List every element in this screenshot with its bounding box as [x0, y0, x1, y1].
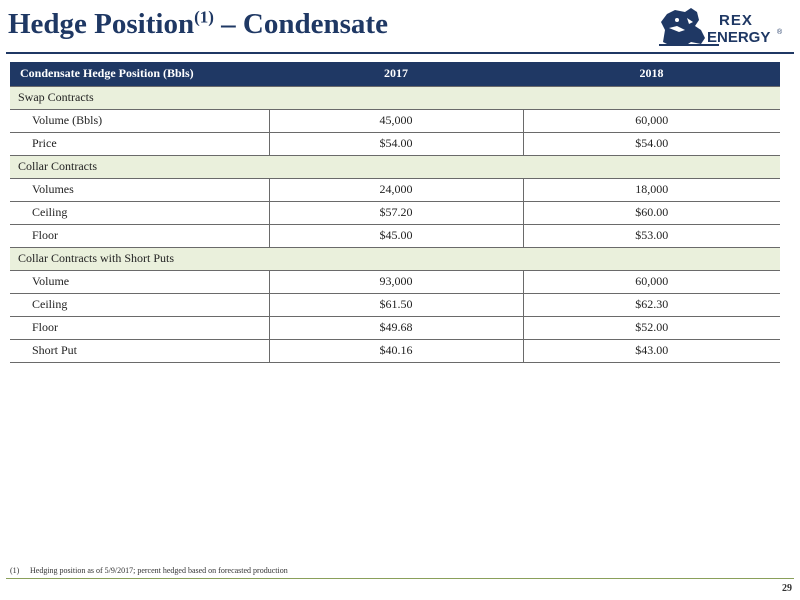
row-label: Ceiling [10, 293, 269, 316]
hedge-table [10, 62, 780, 363]
cell-2017: 45,000 [269, 109, 523, 132]
section-title: Collar Contracts with Short Puts [10, 247, 780, 270]
row-label: Price [10, 132, 269, 155]
cell-2017: $40.16 [269, 339, 523, 362]
header-rule [6, 52, 794, 54]
row-label: Short Put [10, 339, 269, 362]
section-row [10, 247, 780, 270]
footnote-number: (1) [10, 566, 20, 575]
table-row [10, 109, 780, 132]
cell-2017: 24,000 [269, 178, 523, 201]
cell-2017: $45.00 [269, 224, 523, 247]
logo-line2: ENERGY [707, 29, 771, 46]
row-label: Floor [10, 224, 269, 247]
table-row [10, 339, 780, 362]
lion-emblem-icon [655, 4, 795, 48]
cell-2018: 18,000 [523, 178, 780, 201]
table-row [10, 293, 780, 316]
footer-rule [6, 578, 794, 579]
logo-line1: REX [719, 12, 753, 29]
table-row [10, 201, 780, 224]
company-logo [655, 4, 795, 48]
title-suffix: – Condensate [213, 8, 388, 40]
page-number: 29 [782, 583, 792, 594]
section-title: Collar Contracts [10, 155, 780, 178]
section-title: Swap Contracts [10, 86, 780, 109]
cell-2017: $57.20 [269, 201, 523, 224]
title-superscript: (1) [194, 7, 214, 27]
cell-2018: $60.00 [523, 201, 780, 224]
section-row [10, 86, 780, 109]
row-label: Volume (Bbls) [10, 109, 269, 132]
cell-2017: $49.68 [269, 316, 523, 339]
footnote-text: Hedging position as of 5/9/2017; percent hedged based on forecasted production [30, 566, 288, 575]
table-row [10, 224, 780, 247]
cell-2017: 93,000 [269, 270, 523, 293]
row-label: Floor [10, 316, 269, 339]
table-row [10, 270, 780, 293]
column-header: Condensate Hedge Position (Bbls) [10, 62, 269, 86]
row-label: Ceiling [10, 201, 269, 224]
cell-2018: 60,000 [523, 270, 780, 293]
title-main: Hedge Position [8, 8, 195, 40]
cell-2018: $62.30 [523, 293, 780, 316]
cell-2018: $54.00 [523, 132, 780, 155]
cell-2018: $53.00 [523, 224, 780, 247]
cell-2018: $52.00 [523, 316, 780, 339]
table-row [10, 316, 780, 339]
row-label: Volume [10, 270, 269, 293]
column-header: 2018 [523, 62, 780, 86]
footnote [10, 566, 288, 575]
logo-trademark: ® [777, 29, 783, 36]
table-row [10, 132, 780, 155]
cell-2018: $43.00 [523, 339, 780, 362]
column-header: 2017 [269, 62, 523, 86]
section-row [10, 155, 780, 178]
cell-2017: $61.50 [269, 293, 523, 316]
row-label: Volumes [10, 178, 269, 201]
cell-2018: 60,000 [523, 109, 780, 132]
page-title [8, 6, 388, 42]
table-row [10, 178, 780, 201]
cell-2017: $54.00 [269, 132, 523, 155]
table-header-row [10, 62, 780, 86]
